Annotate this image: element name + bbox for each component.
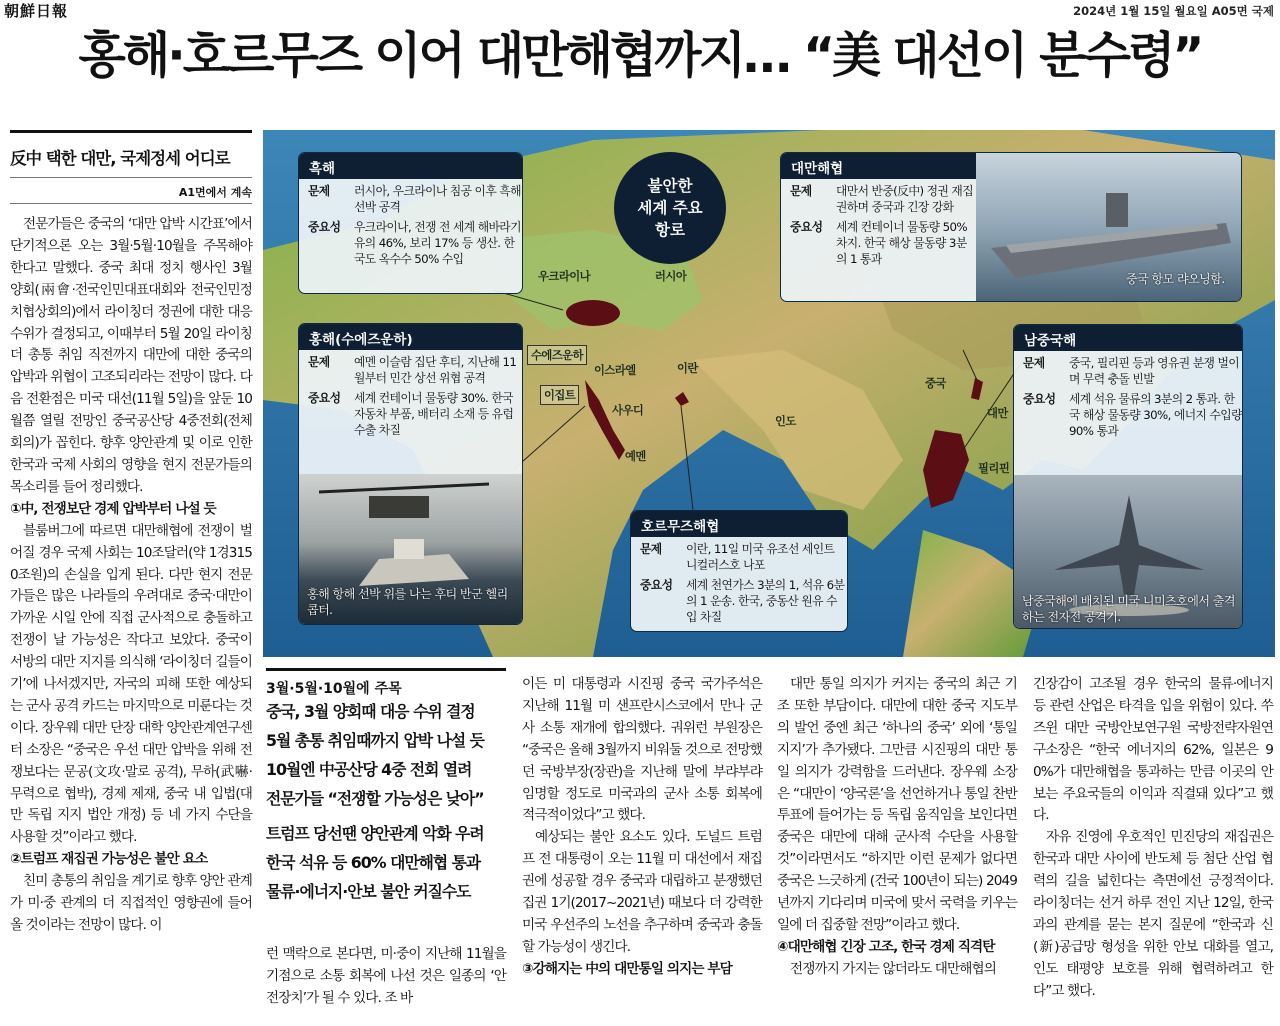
- helicopter-caption: 홍해 항해 선박 위를 나는 후티 반군 헬리콥터.: [307, 587, 508, 617]
- panel-scs: [1013, 324, 1243, 629]
- panel-title: 홍해(수에즈운하): [299, 324, 522, 350]
- subhead: 反中 택한 대만, 국제정세 어디로: [10, 149, 230, 168]
- masthead: [0, 0, 1280, 20]
- paragraph: 전문가들은 중국의 ‘대만 압박 시간표’에서 단기적으론 오는 3월·5월·10월을 주목해야 한다고 말했다. 중국 최대 정치 행사인 3월 양회(兩會·전국인민대표대회와 전국인민정치협상회의)에서 라이칭더 정권에 대한 대응 수위가 결정되고, 이때부터 5월 20일 라이칭더 총통 취임 직전까지 대만에 대한 중국의 압박과 위협이 고조되리라는 전망이 많다. 다음 전환점은 미국 대선(11월 5일)을 앞둔 10월쯤 열릴 전망인 중국공산당 4중전회(전체회의)가 꼽힌다. 향후 양안관계 및 이로 인한 한국과 국제 사회의 영향을 현지 전문가들의 목소리를 들어 정리했다.: [10, 216, 252, 495]
- importance-row: [1014, 392, 1242, 439]
- map-label-philippines: 필리핀: [978, 462, 1010, 475]
- issue-label: 문제: [640, 542, 662, 556]
- issue-label: 문제: [308, 184, 330, 198]
- carrier-photo: [976, 153, 1242, 302]
- summary-line: 5월 총통 취임때까지 압박 나설 듯: [266, 731, 484, 750]
- map-label-russia: 러시아: [655, 270, 687, 283]
- issue-text: 이란, 11일 미국 유조선 세인트 니컬러스호 나포: [686, 542, 835, 572]
- map-label-yemen: 예멘: [625, 450, 646, 463]
- map-center-title-text: 불안한 세계 주요 항로: [637, 177, 703, 239]
- map-label-china: 중국: [925, 377, 946, 390]
- section-heading: ③강해지는 中의 대만통일 의지는 부담: [522, 960, 732, 977]
- summary-line: 전문가들 “전쟁할 가능성은 낮아”: [266, 789, 484, 808]
- map-center-title: [614, 152, 726, 264]
- continued-rule: [10, 203, 252, 204]
- paragraph: 대만 통일 의지가 커지는 중국의 최근 기조 또한 부담이다. 대만에 대한 중국 지도부의 발언 중엔 최근 ‘하나의 중국’ 외에 ‘통일 지지’가 추가됐다. 그만큼 시진핑의 대만 통일 의지가 강력함을 드러낸다. 장우웨 소장은 “대만이 ‘양국론’을 선언하거나 통일 찬반 투표에 들어가는 등 독립 움직임을 보인다면 중국은 대만에 대해 군사적 수단을 사용할 것”이라면서도 “하지만 이런 문제가 없다면 중국은 느긋하게 (건국 100년이 되는) 2049년까지 기다리며 미국에 맞서 국력을 키우는 일에 더 집중할 전망”이라고 했다.: [777, 676, 1017, 933]
- issue-row: [299, 184, 522, 215]
- importance-row: [299, 220, 522, 267]
- summary-line: 트럼프 당선땐 양안관계 악화 우려: [266, 824, 484, 843]
- issue-label: 문제: [1023, 356, 1045, 370]
- headline: 홍해·호르무즈 이어 대만해협까지… “美 대선이 분수령”: [78, 27, 1202, 84]
- subhead-rule: [10, 177, 252, 178]
- issue-text: 중국, 필리핀 등과 영유권 분쟁 벌이며 무력 충돌 빈발: [1069, 356, 1240, 386]
- article-column-3: [522, 674, 762, 981]
- importance-row: [631, 578, 847, 625]
- importance-text: 세계 컨테이너 물동량 30%. 한국 자동차 부품, 배터리 소재 등 유럽 수출 차질: [354, 391, 514, 437]
- paragraph: 자유 진영에 우호적인 민진당의 재집권은 한국과 대만 사이에 반도체 등 첨단 산업 협력의 길을 넓힌다는 측면에선 긍정적이다. 라이칭더는 선거 하루 전인 지난 12일, 한국과의 관계를 묻는 본지 질문에 “한국과 신(新)공급망 형성을 위한 안보 대화를 열고, 인도 태평양 보호를 위해 협력하려고 한다”고 했다.: [1033, 829, 1273, 999]
- map-label-suez: 수에즈운하: [527, 345, 587, 365]
- paragraph: 이든 미 대통령과 시진핑 중국 국가주석은 지난해 11월 미 샌프란시스코에서 만나 군사 소통 재개에 합의했다. 궈위런 부원장은 “중국은 올해 3월까지 비워둘 것으로 전망했던 국방부장(장관)을 지난해 말에 부랴부랴 임명할 정도로 미국과의 군사 소통 회복에 적극적이었다”고 했다.: [522, 676, 762, 824]
- paragraph: 블룸버그에 따르면 대만해협에 전쟁이 벌어질 경우 국제 사회는 10조달러(약 1경3150조원)의 손실을 입게 된다. 다만 현지 전문가들은 많은 나라들의 우려대로 중국·대만이 가까운 시일 안에 직접 군사적으로 충돌하고 전쟁이 날 가능성은 작다고 보았다. 중국이 서방의 대만 지지를 의식해 ‘라이칭더 길들이기’에 나서겠지만, 자국의 피해 또한 예상되는 군사 공격 카드는 마지막으로 미룬다는 것이다. 장우웨 대만 단장 대학 양안관계연구센터 소장은 “중국은 우선 대만 압박을 위해 전쟁보다는 문공(文攻·말로 공격), 무하(武嚇·무력으로 협박), 경제 제재, 중국 내 입법(대만 독립 지지 법안 개정) 등 네 가지 수단을 사용할 것”이라고 했다.: [10, 522, 252, 846]
- paragraph: 예상되는 불안 요소도 있다. 도널드 트럼프 전 대통령이 오는 11월 미 대선에서 재집권에 성공할 경우 중국과 대립하고 분쟁했던 집권 1기(2017~2021년) 때보다 더 강력한 미국 우선주의 노선을 추구하며 중국과 충돌할 가능성이 생긴다.: [522, 829, 762, 955]
- panel-title: 호르무즈해협: [631, 511, 847, 537]
- summary-title: 3월·5월·10월에 주목: [266, 681, 402, 697]
- issue-text: 대만서 반중(反中) 정권 재집권하며 중국과 긴장 강화: [836, 184, 974, 214]
- newspaper-logo: 朝鮮日報: [4, 2, 69, 20]
- importance-label: 중요성: [308, 391, 341, 406]
- summary-line: 한국 석유 등 60% 대만해협 통과: [266, 853, 481, 872]
- importance-text: 세계 천연가스 3분의 1, 석유 6분의 1 운송. 한국, 중동산 원유 수입 차질: [686, 578, 845, 624]
- importance-label: 중요성: [308, 220, 341, 235]
- summary-line: 중국, 3월 양회때 대응 수위 결정: [266, 702, 475, 721]
- map-label-israel: 이스라엘: [594, 364, 636, 377]
- issue-text: 예멘 이슬람 집단 후티, 지난해 11월부터 민간 상선 위협 공격: [354, 355, 517, 385]
- summary-line: 10월엔 中공산당 4중 전회 열려: [266, 760, 472, 779]
- paragraph: 긴장감이 고조될 경우 한국의 물류·에너지 등 관련 산업은 타격을 입을 위험이 있다. 쑤즈윈 대만 국방안보연구원 국방전략자원연구소장은 “한국 에너지의 62%, 일본은 90%가 대만해협을 통과하는 만큼 이곳의 안보는 주요국들의 이익과 직결돼 있다”고 했다.: [1033, 676, 1273, 824]
- map-label-taiwan: 대만: [987, 407, 1008, 420]
- map-label-saudi: 사우디: [612, 404, 644, 417]
- paragraph: 전쟁까지 가지는 않더라도 대만해협의: [790, 960, 996, 977]
- panel-title: 대만해협: [781, 153, 976, 179]
- map-label-ukraine: 우크라이나: [538, 270, 591, 283]
- section-heading: ④대만해협 긴장 고조, 한국 경제 직격탄: [777, 938, 995, 955]
- paragraph: 친미 총통의 취임을 계기로 향후 양안 관계가 미·중 관계의 더 직접적인 영향권에 들어올 것이라는 전망이 많다. 이: [10, 873, 252, 933]
- section-heading: ①中, 전쟁보단 경제 압박부터 나설 듯: [10, 500, 216, 517]
- issue-row: [631, 542, 847, 573]
- panel-blacksea: [298, 152, 523, 294]
- issue-text: 러시아, 우크라이나 침공 이후 흑해 선박 공격: [354, 184, 521, 214]
- importance-text: 세계 석유 물류의 3분의 2 통과. 한국 해상 물동량 30%, 에너지 수입량 90% 통과: [1069, 392, 1242, 438]
- shipping-routes-map: [263, 130, 1275, 657]
- panel-hormuz: [630, 510, 848, 632]
- issue-label: 문제: [308, 355, 330, 369]
- jet-photo: [1014, 475, 1243, 629]
- issue-row: [299, 355, 522, 386]
- continued-note: A1면에서 계속: [178, 186, 252, 199]
- importance-label: 중요성: [640, 578, 673, 593]
- map-label-india: 인도: [775, 415, 796, 428]
- issue-row: [1014, 356, 1242, 387]
- article-column-1: [10, 214, 252, 937]
- map-label-egypt: 이집트: [540, 385, 579, 405]
- helicopter-photo: [299, 474, 523, 625]
- importance-row: [299, 391, 522, 438]
- carrier-caption: 중국 항모 랴오닝함.: [1126, 272, 1225, 286]
- section-heading: ②트럼프 재집권 가능성은 불안 요소: [10, 851, 208, 868]
- issue-label: 문제: [790, 184, 812, 198]
- jet-caption: 남중국해에 배치된 미국 니미츠호에서 출격하는 전자전 공격기.: [1022, 594, 1235, 624]
- article-column-2: [266, 944, 506, 1010]
- subhead-box: [10, 130, 252, 169]
- panel-title: 남중국해: [1014, 325, 1242, 351]
- panel-redsea: [298, 323, 523, 625]
- importance-row: [781, 220, 976, 267]
- taiwan-text-block: [781, 179, 976, 268]
- summary-box: [266, 668, 506, 906]
- issue-row: [781, 184, 976, 215]
- article-column-4: [777, 674, 1017, 981]
- blacksea-zone: [566, 300, 620, 326]
- panel-taiwan: [780, 152, 1242, 302]
- importance-text: 우크라이나, 전쟁 전 세계 해바라기유의 46%, 보리 17% 등 생산. 한국도 옥수수 50% 수입: [354, 220, 521, 266]
- importance-text: 세계 컨테이너 물동량 50% 차지. 한국 해상 물동량 3분의 1 통과: [836, 220, 968, 266]
- importance-label: 중요성: [790, 220, 823, 235]
- map-label-iran: 이란: [677, 362, 698, 375]
- article-column-5: [1033, 674, 1273, 1003]
- summary-line: 물류·에너지·안보 불안 커질수도: [266, 882, 471, 901]
- dateline: 2024년 1월 15일 월요일 A05면 국제: [1073, 4, 1274, 18]
- panel-title: 흑해: [299, 153, 522, 179]
- paragraph: 런 맥락으로 본다면, 미·중이 지난해 11월을 기점으로 소통 회복에 나선 것은 일종의 ‘안전장치’가 될 수 있다. 조 바: [266, 946, 506, 1006]
- importance-label: 중요성: [1023, 392, 1056, 407]
